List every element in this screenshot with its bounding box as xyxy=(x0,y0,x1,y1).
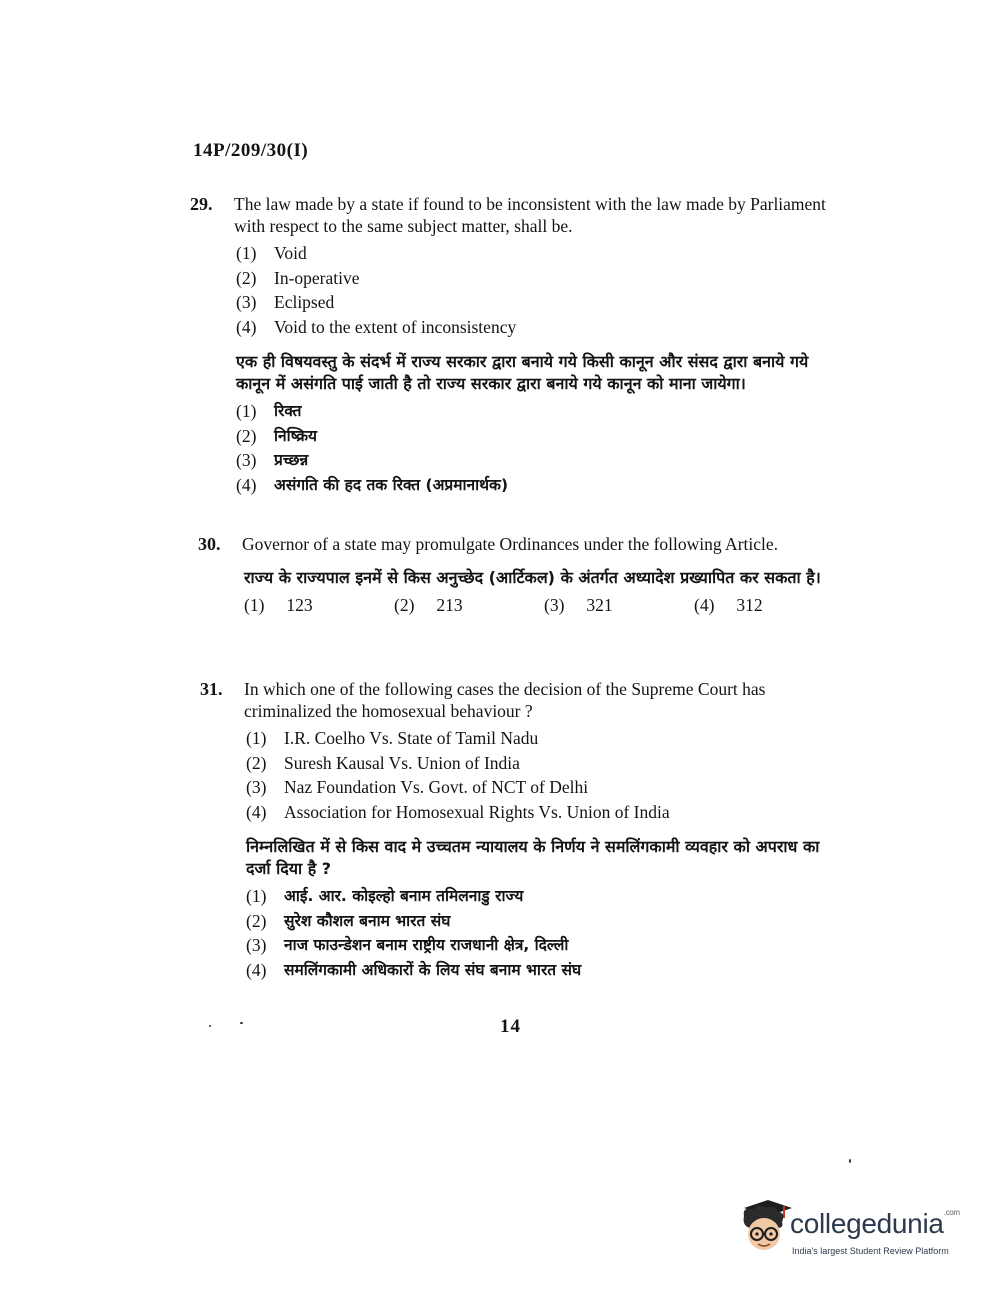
hindi-option-item: (4) असंगति की हद तक रिक्त (अप्रमानार्थक) xyxy=(236,474,509,495)
hindi-option-item: (2) सुरेश कौशल बनाम भारत संघ xyxy=(246,910,451,931)
question-text: In which one of the following cases the decision of the Supreme Court has criminalized the homosexual behaviour ? xyxy=(244,679,766,721)
hindi-option-item: (3) प्रच्छन्न xyxy=(236,450,309,470)
inline-options xyxy=(244,593,838,617)
option-item: (2) 213 xyxy=(394,595,463,615)
brand-tagline: India's largest Student Review Platform xyxy=(792,1246,949,1256)
option-item: (2) Suresh Kausal Vs. Union of India xyxy=(246,752,520,773)
hindi-question-text: राज्य के राज्यपाल इनमें से किस अनुच्छेद (आर्टिकल) के अंतर्गत अध्यादेश प्रख्यापित कर सकता है। xyxy=(244,568,821,587)
hindi-options-list xyxy=(246,884,840,982)
option-item: (4) Association for Homosexual Rights Vs. Union of India xyxy=(246,801,670,822)
scan-speck xyxy=(209,1025,211,1027)
hindi-question-text: निम्नलिखित में से किस वाद मे उच्चतम न्यायालय के निर्णय ने समलिंगकामी व्यवहार को अपराध का दर्जा दिया है ? xyxy=(246,837,820,878)
paper-code: 14P/209/30(I) xyxy=(193,140,309,161)
page-number: 14 xyxy=(500,1016,521,1037)
hindi-option-item: (4) समलिंगकामी अधिकारों के लिय संघ बनाम भारत संघ xyxy=(246,959,582,980)
option-item: (4) 312 xyxy=(694,595,763,615)
question-31 xyxy=(200,678,840,982)
hindi-question-text: एक ही विषयवस्तु के संदर्भ में राज्य सरकार द्वारा बनाये गये किसी कानून और संसद द्वारा बनाये गये कानून में असंगति पाई जाती है तो राज्य सरकार द्वारा बनाये गये कानून को माना जायेगा। xyxy=(236,352,809,393)
brand-name: collegedunia$^{.com}$ xyxy=(790,1208,960,1239)
question-text: The law made by a state if found to be inconsistent with the law made by Parliament with respect to the same subject matter, shall be. xyxy=(234,194,826,236)
scan-speck xyxy=(849,1159,851,1163)
hindi-option-item: (1) आई. आर. कोइल्हो बनाम तमिलनाडु राज्य xyxy=(246,886,524,906)
hindi-options-list xyxy=(236,399,830,497)
question-number: 31. xyxy=(200,679,223,699)
question-30 xyxy=(198,533,838,617)
options-list xyxy=(236,241,830,339)
question-text: Governor of a state may promulgate Ordinances under the following Article. xyxy=(242,534,779,554)
option-item: (2) In-operative xyxy=(236,267,360,288)
option-item: (3) Naz Foundation Vs. Govt. of NCT of Delhi xyxy=(246,777,589,797)
hindi-option-item: (2) निष्क्रिय xyxy=(236,425,317,446)
question-number: 30. xyxy=(198,534,221,554)
hindi-option-item: (1) रिक्त xyxy=(236,401,302,421)
option-item: (3) 321 xyxy=(544,595,613,615)
option-item: (1) Void xyxy=(236,243,307,263)
option-item: (1) I.R. Coelho Vs. State of Tamil Nadu xyxy=(246,728,539,748)
scan-speck xyxy=(240,1022,243,1024)
question-29 xyxy=(190,193,830,497)
hindi-option-item: (3) नाज फाउन्डेशन बनाम राष्ट्रीय राजधानी क्षेत्र, दिल्ली xyxy=(246,935,569,955)
question-number: 29. xyxy=(190,194,213,214)
option-item: (3) Eclipsed xyxy=(236,292,335,312)
option-item: (4) Void to the extent of inconsistency xyxy=(236,316,517,337)
option-item: (1) 123 xyxy=(244,595,313,615)
options-list xyxy=(246,726,840,824)
